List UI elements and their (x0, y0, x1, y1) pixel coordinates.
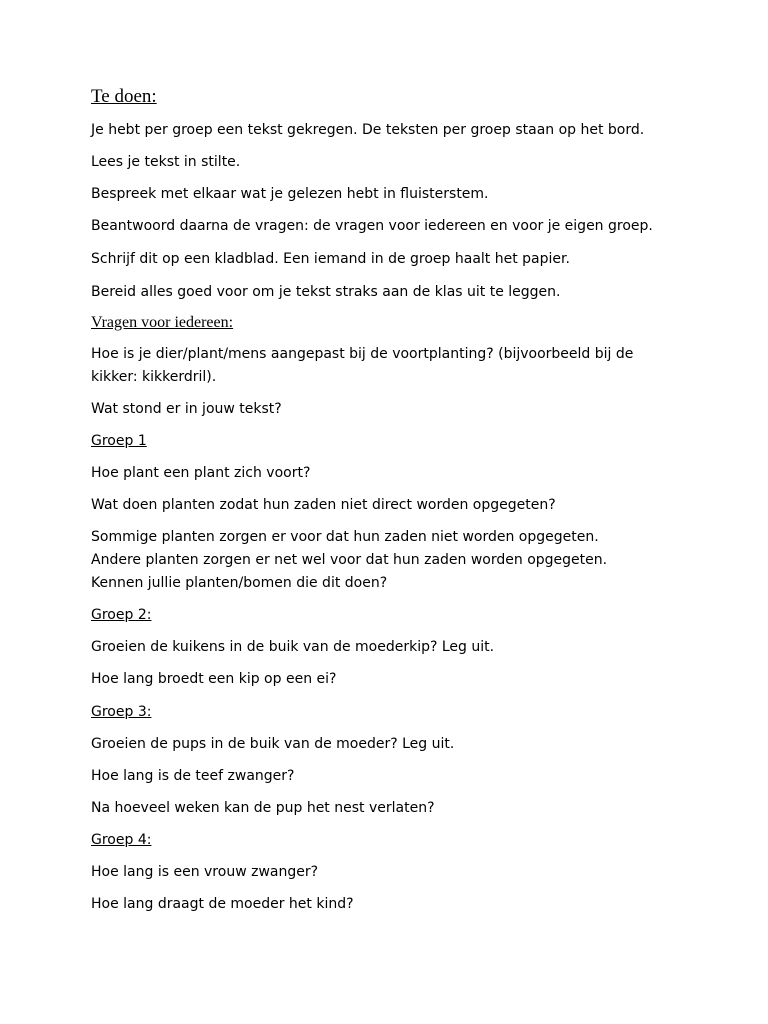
question-line: Wat stond er in jouw tekst? (91, 401, 282, 417)
question-line: Na hoeveel weken kan de pup het nest verlaten? (91, 800, 435, 816)
question-line: Wat doen planten zodat hun zaden niet direct worden opgegeten? (91, 497, 556, 513)
question-line: Groeien de kuikens in de buik van de moederkip? Leg uit. (91, 639, 495, 655)
question-line: Hoe is je dier/plant/mens aangepast bij de voortplanting? (bijvoorbeeld bij de (91, 346, 634, 362)
question-line: Hoe lang is een vrouw zwanger? (91, 864, 319, 880)
instruction-line: Bereid alles goed voor om je tekst straks aan de klas uit te leggen. (91, 284, 561, 300)
question-line: Groeien de pups in de buik van de moeder? Leg uit. (91, 736, 455, 752)
group-4-heading: Groep 4: (91, 832, 152, 848)
page-title: Te doen: (91, 86, 157, 107)
question-line: Hoe lang is de teef zwanger? (91, 768, 295, 784)
question-line: Sommige planten zorgen er voor dat hun zaden niet worden opgegeten. (91, 529, 599, 545)
group-3-heading: Groep 3: (91, 704, 152, 720)
question-line: Hoe lang broedt een kip op een ei? (91, 671, 337, 687)
group-1-heading: Groep 1 (91, 433, 147, 449)
question-line: Hoe plant een plant zich voort? (91, 465, 311, 481)
question-line: kikker: kikkerdril). (91, 369, 217, 385)
question-line: Andere planten zorgen er net wel voor dat hun zaden worden opgegeten. (91, 552, 608, 568)
instruction-line: Lees je tekst in stilte. (91, 154, 241, 170)
instruction-line: Je hebt per groep een tekst gekregen. De teksten per groep staan op het bord. (91, 122, 645, 138)
question-line: Kennen jullie planten/bomen die dit doen? (91, 575, 388, 591)
general-questions-heading: Vragen voor iedereen: (91, 314, 234, 331)
group-2-heading: Groep 2: (91, 607, 152, 623)
instruction-line: Beantwoord daarna de vragen: de vragen voor iedereen en voor je eigen groep. (91, 218, 653, 234)
instruction-line: Bespreek met elkaar wat je gelezen hebt in fluisterstem. (91, 186, 489, 202)
instruction-line: Schrijf dit op een kladblad. Een iemand in de groep haalt het papier. (91, 251, 570, 267)
question-line: Hoe lang draagt de moeder het kind? (91, 896, 354, 912)
